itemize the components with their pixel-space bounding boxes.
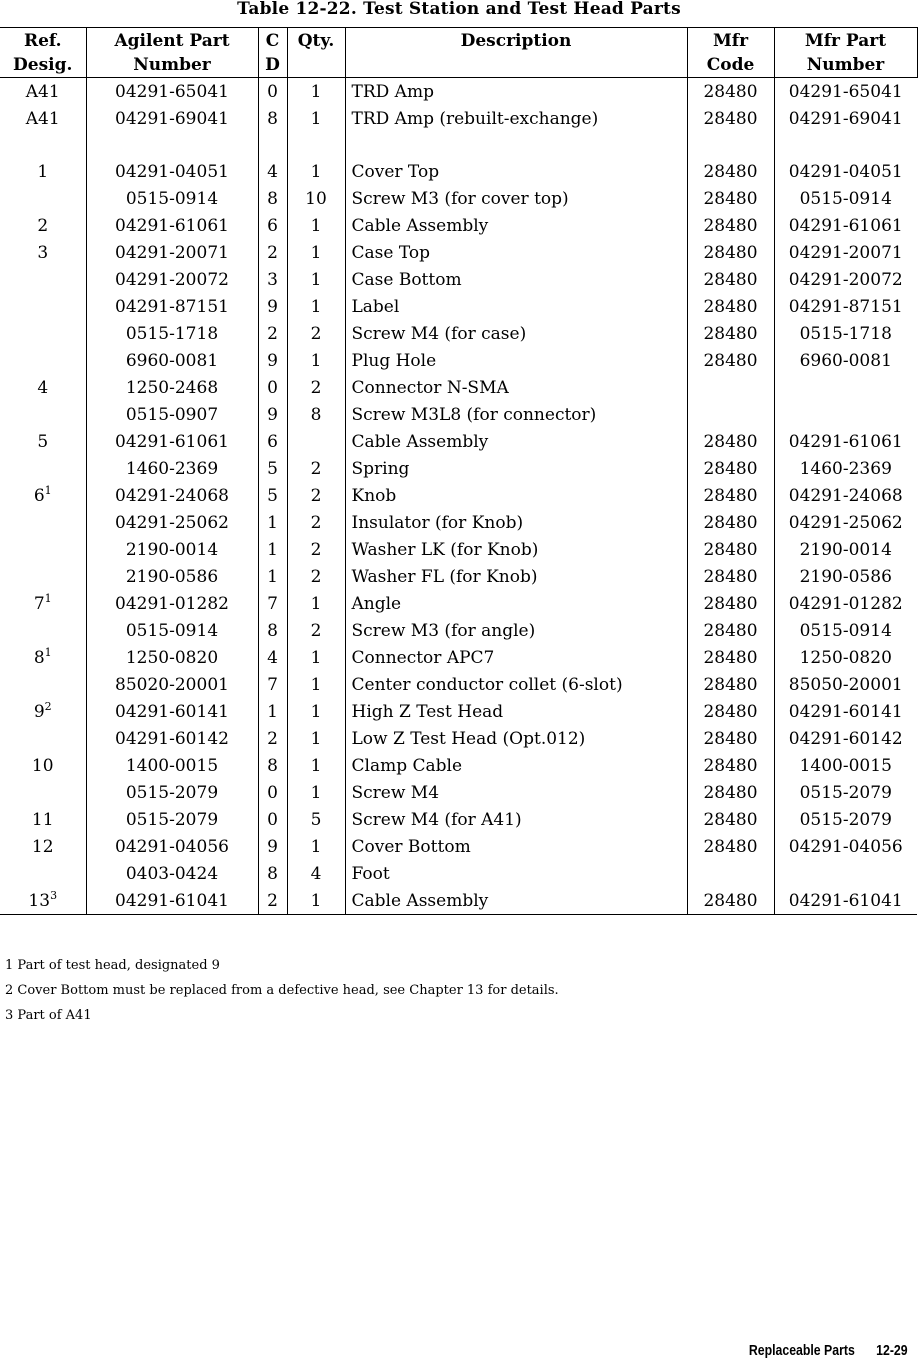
cell-mfr-code: 28480 xyxy=(687,752,774,779)
cell-qty: 1 xyxy=(287,239,345,266)
cell-mfr-code: 28480 xyxy=(687,509,774,536)
cell-qty: 2 xyxy=(287,482,345,509)
cell-qty: 1 xyxy=(287,293,345,320)
cell-part-number: 04291-25062 xyxy=(86,509,258,536)
cell-mfr-code: 28480 xyxy=(687,105,774,132)
parts-table xyxy=(0,27,918,915)
cell-mfr-code: 28480 xyxy=(687,212,774,239)
table-row xyxy=(0,644,917,671)
cell-cd: 1 xyxy=(258,536,287,563)
cell-ref-desig xyxy=(0,617,86,644)
cell-ref-desig xyxy=(0,320,86,347)
cell-qty: 1 xyxy=(287,590,345,617)
cell-mfr-code: 28480 xyxy=(687,185,774,212)
cell-description: Center conductor collet (6-slot) xyxy=(345,671,687,698)
cell-description: Low Z Test Head (Opt.012) xyxy=(345,725,687,752)
cell-mfr-code: 28480 xyxy=(687,617,774,644)
cell-mfr-part: 04291-24068 xyxy=(788,485,903,506)
cell-description: High Z Test Head xyxy=(345,698,687,725)
cell-qty: 1 xyxy=(287,212,345,239)
cell-mfr-code: 28480 xyxy=(687,293,774,320)
cell-ref-desig xyxy=(0,266,86,293)
cell-mfr-part: 0515-1718 xyxy=(799,323,892,344)
footnote-marker: 1 xyxy=(44,645,52,659)
cell-mfr-part xyxy=(774,401,917,428)
table-row xyxy=(0,347,917,374)
cell-mfr-code: 28480 xyxy=(687,590,774,617)
cell-ref-desig: 5 xyxy=(0,428,86,455)
footnote: 1 Part of test head, designated 9 xyxy=(5,958,220,973)
cell-cd: 4 xyxy=(258,644,287,671)
cell-ref-desig xyxy=(0,536,86,563)
cell-cd: 0 xyxy=(258,78,287,106)
cell-mfr-part: 0515-2079 xyxy=(799,809,892,830)
cell-ref-desig xyxy=(0,860,86,887)
table-row xyxy=(0,320,917,347)
cell-part-number: 0515-0914 xyxy=(86,185,258,212)
cell-qty: 1 xyxy=(287,779,345,806)
cell-description: Screw M4 xyxy=(345,779,687,806)
header-mfr-part: Mfr Part Number xyxy=(774,28,917,78)
cell-ref-desig: A41 xyxy=(0,78,86,106)
cell-ref-desig: 12 xyxy=(0,833,86,860)
cell-description: Cover Bottom xyxy=(345,833,687,860)
table-row xyxy=(0,698,917,725)
cell-qty: 1 xyxy=(287,887,345,915)
cell-description: Case Top xyxy=(345,239,687,266)
cell-ref-desig: A41 xyxy=(0,105,86,132)
cell-description: Screw M3L8 (for connector) xyxy=(345,401,687,428)
cell-cd: 0 xyxy=(258,374,287,401)
footer-page-number: 12-29 xyxy=(876,1342,908,1359)
cell-mfr-code: 28480 xyxy=(687,536,774,563)
cell-qty: 1 xyxy=(287,752,345,779)
cell-cd: 3 xyxy=(258,266,287,293)
cell-qty: 5 xyxy=(287,806,345,833)
cell-mfr-part: 6960-0081 xyxy=(799,350,892,371)
cell-mfr-code xyxy=(687,374,774,401)
header-ref-desig: Ref. Desig. xyxy=(0,28,86,78)
cell-description: Screw M4 (for A41) xyxy=(345,806,687,833)
cell-part-number: 2190-0014 xyxy=(86,536,258,563)
cell-mfr-part: 04291-69041 xyxy=(788,108,903,129)
cell-description: Insulator (for Knob) xyxy=(345,509,687,536)
cell-description: Washer LK (for Knob) xyxy=(345,536,687,563)
cell-ref-desig: $8^1$ xyxy=(0,644,86,671)
cell-mfr-part: 04291-01282 xyxy=(788,593,903,614)
table-row xyxy=(0,78,917,106)
cell-description: Knob xyxy=(345,482,687,509)
cell-cd: 2 xyxy=(258,725,287,752)
cell-mfr-part xyxy=(774,374,917,401)
cell-mfr-code: 28480 xyxy=(687,779,774,806)
cell-cd: 7 xyxy=(258,671,287,698)
cell-description: Cable Assembly xyxy=(345,212,687,239)
cell-description: Spring xyxy=(345,455,687,482)
cell-mfr-code: 28480 xyxy=(687,428,774,455)
footnote-marker: 1 xyxy=(44,591,52,605)
cell-part-number: 04291-61061 xyxy=(86,428,258,455)
cell-description: Screw M3 (for angle) xyxy=(345,617,687,644)
table-row xyxy=(0,887,917,915)
cell-qty: 2 xyxy=(287,374,345,401)
cell-part-number: 04291-20071 xyxy=(86,239,258,266)
cell-ref-desig xyxy=(0,293,86,320)
cell-cd: 9 xyxy=(258,347,287,374)
cell-mfr-part: 04291-60142 xyxy=(788,728,903,749)
cell-mfr-part: 2190-0586 xyxy=(799,566,892,587)
cell-mfr-code: 28480 xyxy=(687,833,774,860)
cell-part-number: 2190-0586 xyxy=(86,563,258,590)
cell-description: Angle xyxy=(345,590,687,617)
table-row xyxy=(0,239,917,266)
cell-description: TRD Amp (rebuilt-exchange) xyxy=(345,105,687,132)
cell-qty: 1 xyxy=(287,347,345,374)
cell-cd: 2 xyxy=(258,887,287,915)
cell-qty: 4 xyxy=(287,860,345,887)
cell-ref-desig: $9^2$ xyxy=(0,698,86,725)
table-row xyxy=(0,401,917,428)
cell-mfr-code: 28480 xyxy=(687,887,774,915)
cell-cd: 2 xyxy=(258,320,287,347)
cell-qty: 2 xyxy=(287,320,345,347)
cell-mfr-part: 04291-04051 xyxy=(788,161,903,182)
cell-part-number: 04291-61041 xyxy=(86,887,258,915)
cell-part-number: 0403-0424 xyxy=(86,860,258,887)
cell-cd: 0 xyxy=(258,806,287,833)
cell-ref-desig xyxy=(0,132,86,158)
table-row xyxy=(0,725,917,752)
cell-part-number: 04291-01282 xyxy=(86,590,258,617)
cell-mfr-code: 28480 xyxy=(687,455,774,482)
cell-cd: 8 xyxy=(258,752,287,779)
table-row xyxy=(0,428,917,455)
cell-part-number: 04291-60142 xyxy=(86,725,258,752)
table-row xyxy=(0,455,917,482)
table-row xyxy=(0,293,917,320)
cell-part-number: 1250-0820 xyxy=(86,644,258,671)
cell-ref-desig xyxy=(0,185,86,212)
cell-part-number: 1460-2369 xyxy=(86,455,258,482)
footnotes xyxy=(5,953,559,1028)
cell-description: Case Bottom xyxy=(345,266,687,293)
cell-part-number: 04291-61061 xyxy=(86,212,258,239)
cell-ref-desig: 1 xyxy=(0,158,86,185)
cell-mfr-part: 1250-0820 xyxy=(799,647,892,668)
cell-part-number: 04291-04051 xyxy=(86,158,258,185)
cell-ref-desig: 4 xyxy=(0,374,86,401)
cell-qty: 2 xyxy=(287,563,345,590)
table-row xyxy=(0,185,917,212)
cell-mfr-part: 2190-0014 xyxy=(799,539,892,560)
cell-ref-desig xyxy=(0,347,86,374)
cell-ref-desig xyxy=(0,563,86,590)
table-row xyxy=(0,374,917,401)
table-row xyxy=(0,266,917,293)
cell-cd xyxy=(258,132,287,158)
table-row xyxy=(0,671,917,698)
table-row xyxy=(0,617,917,644)
cell-mfr-part: 04291-61061 xyxy=(788,431,903,452)
cell-description: Cover Top xyxy=(345,158,687,185)
cell-ref-desig xyxy=(0,725,86,752)
cell-cd: 7 xyxy=(258,590,287,617)
cell-mfr-part: 04291-65041 xyxy=(788,81,903,102)
table-row xyxy=(0,158,917,185)
cell-description xyxy=(345,132,687,158)
cell-part-number: 0515-0907 xyxy=(86,401,258,428)
cell-part-number: 04291-87151 xyxy=(86,293,258,320)
cell-mfr-part: 04291-60141 xyxy=(788,701,903,722)
table-row xyxy=(0,482,917,509)
table-row xyxy=(0,860,917,887)
cell-part-number: 04291-60141 xyxy=(86,698,258,725)
cell-mfr-code: 28480 xyxy=(687,78,774,106)
cell-qty: 2 xyxy=(287,455,345,482)
cell-qty: 2 xyxy=(287,536,345,563)
cell-description: Cable Assembly xyxy=(345,428,687,455)
cell-ref-desig: 10 xyxy=(0,752,86,779)
cell-mfr-part: 0515-0914 xyxy=(799,188,892,209)
cell-qty: 2 xyxy=(287,509,345,536)
cell-part-number: 04291-20072 xyxy=(86,266,258,293)
cell-qty: 1 xyxy=(287,671,345,698)
cell-part-number: 0515-1718 xyxy=(86,320,258,347)
cell-part-number: 85020-20001 xyxy=(86,671,258,698)
cell-description: Cable Assembly xyxy=(345,887,687,915)
table-header-row xyxy=(0,28,917,78)
cell-description: TRD Amp xyxy=(345,78,687,106)
cell-description: Foot xyxy=(345,860,687,887)
cell-description: Label xyxy=(345,293,687,320)
cell-ref-desig: 2 xyxy=(0,212,86,239)
cell-description: Plug Hole xyxy=(345,347,687,374)
cell-ref-desig: $6^1$ xyxy=(0,482,86,509)
cell-cd: 2 xyxy=(258,239,287,266)
cell-mfr-code: 28480 xyxy=(687,482,774,509)
cell-mfr-part: 04291-25062 xyxy=(788,512,903,533)
cell-description: Washer FL (for Knob) xyxy=(345,563,687,590)
cell-cd: 0 xyxy=(258,779,287,806)
cell-cd: 8 xyxy=(258,105,287,132)
cell-part-number: 1250-2468 xyxy=(86,374,258,401)
footnote: 2 Cover Bottom must be replaced from a defective head, see Chapter 13 for details. xyxy=(5,983,559,998)
cell-cd: 4 xyxy=(258,158,287,185)
cell-mfr-part xyxy=(774,860,917,887)
cell-ref-desig: $7^1$ xyxy=(0,590,86,617)
cell-description: Screw M4 (for case) xyxy=(345,320,687,347)
cell-cd: 9 xyxy=(258,293,287,320)
cell-mfr-code xyxy=(687,860,774,887)
cell-mfr-code: 28480 xyxy=(687,644,774,671)
cell-part-number: 04291-04056 xyxy=(86,833,258,860)
table-row xyxy=(0,779,917,806)
cell-cd: 1 xyxy=(258,509,287,536)
cell-cd: 9 xyxy=(258,401,287,428)
page-footer xyxy=(749,1342,908,1359)
cell-mfr-part: 04291-20071 xyxy=(788,242,903,263)
cell-mfr-part: 04291-04056 xyxy=(788,836,903,857)
cell-ref-desig xyxy=(0,779,86,806)
cell-mfr-code: 28480 xyxy=(687,698,774,725)
cell-qty xyxy=(287,132,345,158)
cell-qty: 2 xyxy=(287,617,345,644)
cell-cd: 6 xyxy=(258,428,287,455)
cell-cd: 6 xyxy=(258,212,287,239)
table-row xyxy=(0,105,917,132)
header-mfr-code: Mfr Code xyxy=(687,28,774,78)
cell-ref-desig xyxy=(0,401,86,428)
cell-mfr-code: 28480 xyxy=(687,347,774,374)
cell-part-number: 04291-24068 xyxy=(86,482,258,509)
table-body xyxy=(0,78,917,915)
cell-mfr-part: 04291-87151 xyxy=(788,296,903,317)
cell-description: Connector APC7 xyxy=(345,644,687,671)
table-row xyxy=(0,536,917,563)
footer-section: Replaceable Parts xyxy=(749,1342,856,1359)
cell-mfr-code: 28480 xyxy=(687,563,774,590)
cell-part-number: 04291-65041 xyxy=(86,78,258,106)
cell-qty: 1 xyxy=(287,698,345,725)
cell-mfr-part: 1460-2369 xyxy=(799,458,892,479)
cell-description: Screw M3 (for cover top) xyxy=(345,185,687,212)
cell-cd: 1 xyxy=(258,563,287,590)
cell-mfr-part: 1400-0015 xyxy=(799,755,892,776)
cell-part-number xyxy=(86,132,258,158)
cell-ref-desig: 3 xyxy=(0,239,86,266)
footnote: 3 Part of A41 xyxy=(5,1008,92,1023)
cell-qty: 10 xyxy=(287,185,345,212)
cell-mfr-code: 28480 xyxy=(687,320,774,347)
cell-ref-desig: $13^3$ xyxy=(0,887,86,915)
cell-mfr-code: 28480 xyxy=(687,239,774,266)
cell-cd: 9 xyxy=(258,833,287,860)
cell-part-number: 0515-2079 xyxy=(86,806,258,833)
table-row xyxy=(0,590,917,617)
table-row xyxy=(0,752,917,779)
cell-mfr-code: 28480 xyxy=(687,806,774,833)
cell-qty: 1 xyxy=(287,644,345,671)
table-row xyxy=(0,563,917,590)
footnote-marker: 1 xyxy=(44,483,52,497)
cell-qty: 1 xyxy=(287,833,345,860)
cell-mfr-part xyxy=(774,132,917,158)
table-row xyxy=(0,833,917,860)
table-row xyxy=(0,509,917,536)
cell-ref-desig xyxy=(0,509,86,536)
cell-mfr-part: 85050-20001 xyxy=(788,674,903,695)
cell-cd: 8 xyxy=(258,617,287,644)
cell-cd: 5 xyxy=(258,455,287,482)
cell-part-number: 6960-0081 xyxy=(86,347,258,374)
cell-mfr-part: 04291-20072 xyxy=(788,269,903,290)
cell-ref-desig xyxy=(0,455,86,482)
cell-qty: 1 xyxy=(287,725,345,752)
cell-cd: 8 xyxy=(258,860,287,887)
table-title: Table 12-22. Test Station and Test Head Parts xyxy=(237,0,681,19)
cell-mfr-part: 04291-61061 xyxy=(788,215,903,236)
cell-description: Connector N-SMA xyxy=(345,374,687,401)
cell-cd: 1 xyxy=(258,698,287,725)
cell-cd: 5 xyxy=(258,482,287,509)
cell-qty: 8 xyxy=(287,401,345,428)
cell-mfr-code: 28480 xyxy=(687,671,774,698)
header-qty: Qty. xyxy=(287,28,345,78)
cell-part-number: 1400-0015 xyxy=(86,752,258,779)
footnote-marker: 3 xyxy=(50,888,58,902)
cell-ref-desig: 11 xyxy=(0,806,86,833)
header-description: Description xyxy=(345,28,687,78)
cell-part-number: 0515-0914 xyxy=(86,617,258,644)
header-cd: C D xyxy=(258,28,287,78)
cell-mfr-part: 04291-61041 xyxy=(774,887,917,915)
cell-mfr-part: 0515-0914 xyxy=(799,620,892,641)
cell-mfr-code: 28480 xyxy=(687,158,774,185)
cell-mfr-code: 28480 xyxy=(687,725,774,752)
table-row xyxy=(0,212,917,239)
cell-description: Clamp Cable xyxy=(345,752,687,779)
cell-mfr-code xyxy=(687,132,774,158)
table-row xyxy=(0,806,917,833)
cell-mfr-code xyxy=(687,401,774,428)
cell-qty xyxy=(287,428,345,455)
cell-qty: 1 xyxy=(287,266,345,293)
cell-part-number: 04291-69041 xyxy=(86,105,258,132)
table-row xyxy=(0,132,917,158)
header-part-number: Agilent Part Number xyxy=(86,28,258,78)
footnote-marker: 2 xyxy=(44,699,52,713)
cell-mfr-part: 0515-2079 xyxy=(799,782,892,803)
cell-part-number: 0515-2079 xyxy=(86,779,258,806)
cell-qty: 1 xyxy=(287,78,345,106)
cell-mfr-code: 28480 xyxy=(687,266,774,293)
cell-ref-desig xyxy=(0,671,86,698)
cell-cd: 8 xyxy=(258,185,287,212)
cell-qty: 1 xyxy=(287,158,345,185)
cell-qty: 1 xyxy=(287,105,345,132)
